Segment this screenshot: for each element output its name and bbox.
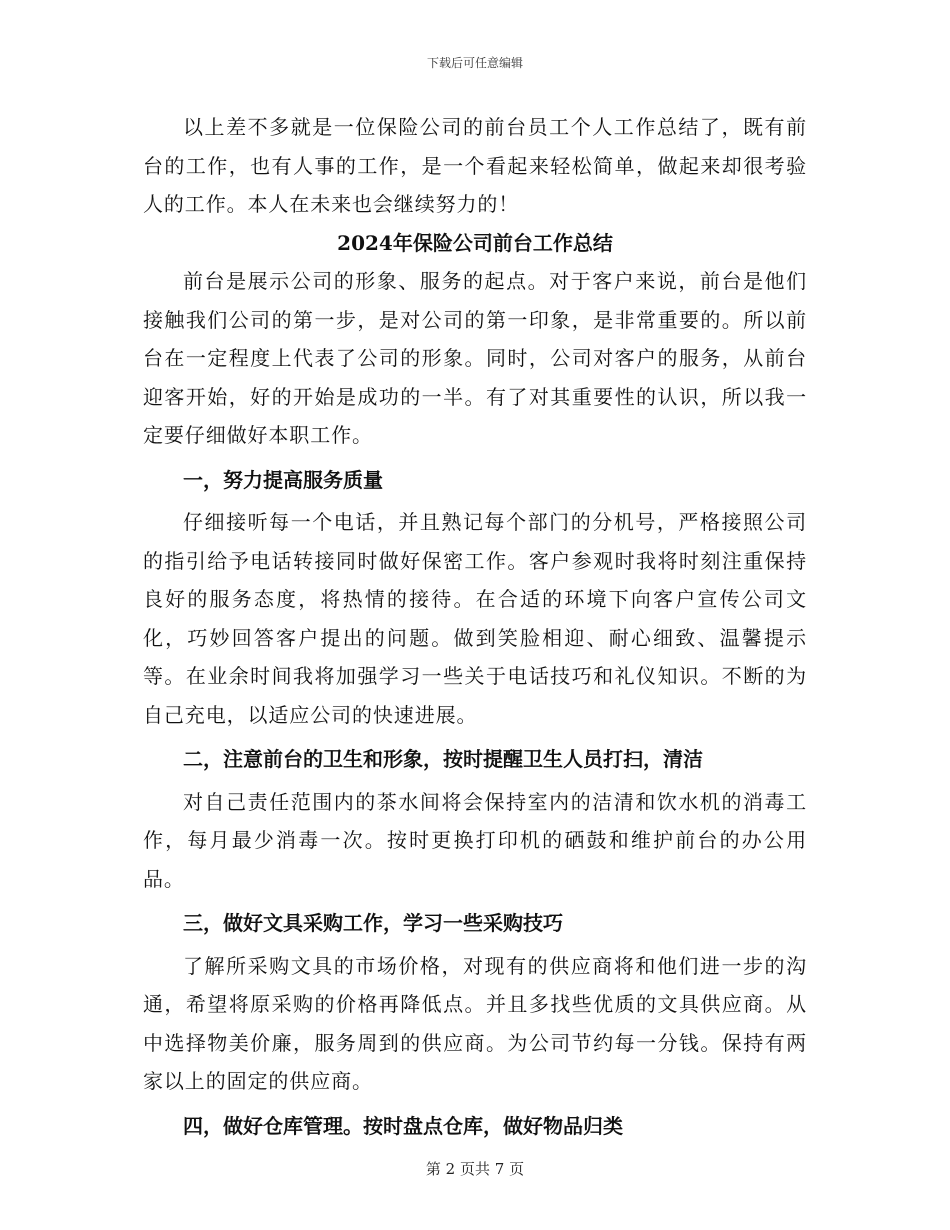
paragraph-section-1: 仔细接听每一个电话，并且熟记每个部门的分机号，严格接照公司的指引给予电话转接同时做好保密工作。客户参观时我将时刻注重保持良好的服务态度，将热情的接待。在合适的环境下向客户宣传公司文化，巧妙回答客户提出的问题。做到笑脸相迎、耐心细致、温馨提示等。在业余时间我将加强学习一些关于电话技巧和礼仪知识。不断的为自己充电，以适应公司的快速进展。 [143,510,807,727]
page-header-note: 下载后可任意编辑 [426,56,523,70]
paragraph-closing: 以上差不多就是一位保险公司的前台员工个人工作总结了，既有前台的工作，也有人事的工作，是一个看起来轻松简单，做起来却很考验人的工作。本人在未来也会继续努力的！ [143,115,807,216]
section-heading-1: 一，努力提高服务质量 [183,467,383,492]
document-title: 2024年保险公司前台工作总结 [337,230,613,255]
paragraph-intro: 前台是展示公司的形象、服务的起点。对于客户来说，前台是他们接触我们公司的第一步，是对公司的第一印象，是非常重要的。所以前台在一定程度上代表了公司的形象。同时，公司对客户的服务，从前台迎客开始，好的开始是成功的一半。有了对其重要性的认识，所以我一定要仔细做好本职工作。 [143,269,807,447]
paragraph-section-3: 了解所采购文具的市场价格，对现有的供应商将和他们进一步的沟通，希望将原采购的价格再降低点。并且多找些优质的文具供应商。从中选择物美价廉，服务周到的供应商。为公司节约每一分钱。保持有两家以上的固定的供应商。 [143,953,807,1093]
section-heading-2: 二，注意前台的卫生和形象，按时提醒卫生人员打扫，清洁 [183,747,703,771]
page-number-footer: 第 2 页共 7 页 [425,1160,525,1178]
section-heading-3: 三，做好文具采购工作，学习一些采购技巧 [183,911,563,935]
section-heading-4: 四，做好仓库管理。按时盘点仓库，做好物品归类 [183,1113,623,1138]
document-body [143,108,807,1149]
paragraph-section-2: 对自己责任范围内的茶水间将会保持室内的洁清和饮水机的消毒工作，每月最少消毒一次。按时更换打印机的硒鼓和维护前台的办公用品。 [143,789,807,891]
